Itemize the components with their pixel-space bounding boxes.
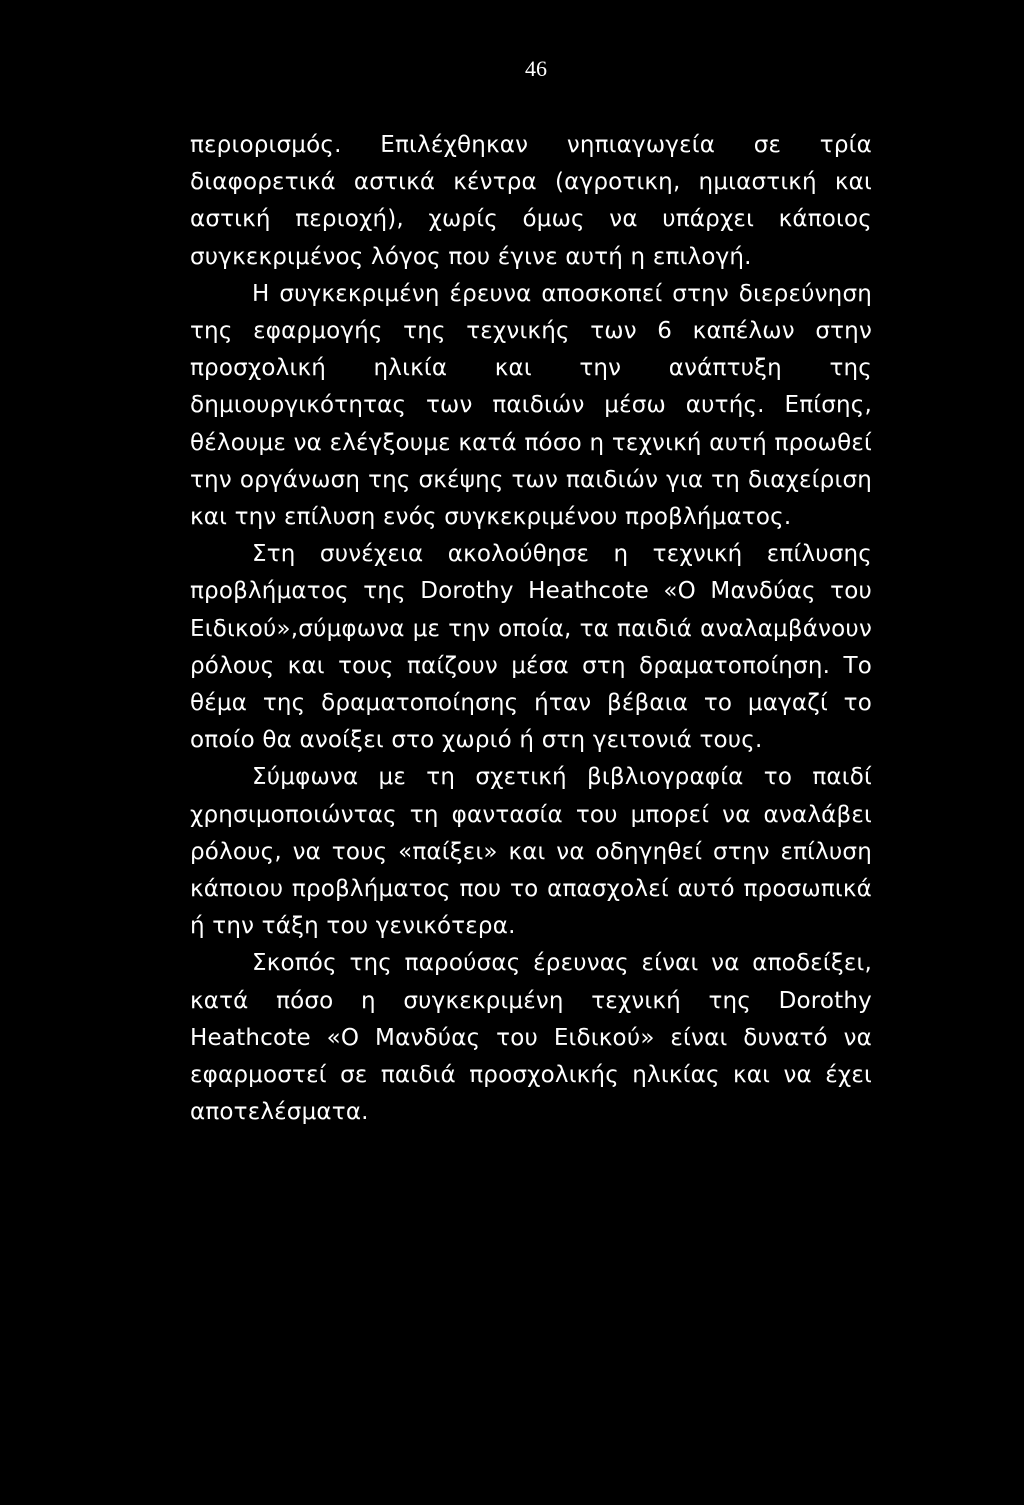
paragraph-continued: περιορισμός. Επιλέχθηκαν νηπιαγωγεία σε τρία διαφορετικά αστικά κέντρα (αγροτικη, ημιαστική και αστική περιοχή), χωρίς όμως να υπάρχει κάποιος συγκεκριμένος λόγος που έγινε αυτή η επιλογή. [190,132,872,270]
page-number: 46 [525,56,547,81]
body-text [190,127,872,1131]
paragraph-literature: Σύμφωνα με τη σχετική βιβλιογραφία το παιδί χρησιμοποιώντας τη φαντασία του μπορεί να αναλάβει ρόλους, να τους «παίξει» και να οδηγηθεί στην επίλυση κάποιου προβλήματος που το απασχολεί αυτό προσωπικά ή την τάξη του γενικότερα. [190,764,872,940]
paragraph-mantle-of-expert: Στη συνέχεια ακολούθησε η τεχνική επίλυσης προβλήματος της Dorothy Heathcote «Ο Μανδύας του Ειδικού»,σύμφωνα με την οποία, τα παιδιά αναλαμβάνουν ρόλους και τους παίζουν μέσα στη δραματοποίηση. Το θέμα της δραματοποίησης ήταν βέβαια το μαγαζί το οποίο θα ανοίξει στο χωριό ή στη γειτονιά τους. [190,541,872,754]
paragraph-purpose: Σκοπός της παρούσας έρευνας είναι να αποδείξει, κατά πόσο η συγκεκριμένη τεχνική της Dorothy Heathcote «Ο Μανδύας του Ειδικού» είναι δυνατό να εφαρμοστεί σε παιδιά προσχολικής ηλικίας και να έχει αποτελέσματα. [190,950,872,1126]
paragraph-research-aim: Η συγκεκριμένη έρευνα αποσκοπεί στην διερεύνηση της εφαρμογής της τεχνικής των 6 καπέλων στην προσχολική ηλικία και την ανάπτυξη της δημιουργικότητας των παιδιών μέσω αυτής. Επίσης, θέλουμε να ελέγξουμε κατά πόσο η τεχνική αυτή προωθεί την οργάνωση της σκέψης των παιδιών για τη διαχείριση και την επίλυση ενός συγκεκριμένου προβλήματος. [190,280,872,531]
